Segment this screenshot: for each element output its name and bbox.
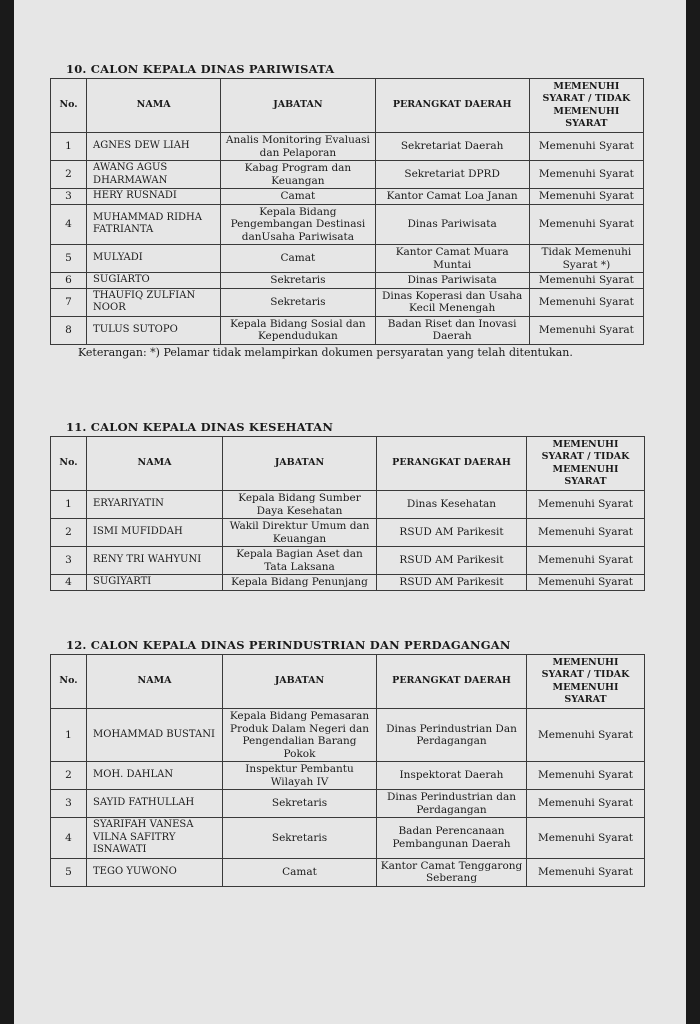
candidate-agency: Dinas Koperasi dan Usaha Kecil Menengah xyxy=(375,288,529,316)
candidate-agency: Sekretariat DPRD xyxy=(375,161,529,189)
eligibility-status: Memenuhi Syarat xyxy=(527,790,645,818)
table-row xyxy=(51,790,645,818)
candidate-agency: Kantor Camat Tenggarong Seberang xyxy=(377,858,527,886)
table-row xyxy=(51,762,645,790)
eligibility-status: Memenuhi Syarat xyxy=(527,858,645,886)
eligibility-status: Memenuhi Syarat xyxy=(527,762,645,790)
section-title: 12. CALON KEPALA DINAS PERINDUSTRIAN DAN PERDAGANGAN xyxy=(66,638,511,652)
candidate-position: Wakil Direktur Umum dan Keuangan xyxy=(223,519,377,547)
table-row xyxy=(51,288,644,316)
candidates-table xyxy=(50,654,645,887)
candidate-name: TEGO YUWONO xyxy=(87,858,223,886)
candidate-name: SUGIARTO xyxy=(87,273,221,289)
table-row xyxy=(51,273,644,289)
section-kesehatan xyxy=(50,420,644,591)
candidate-agency: Badan Perencanaan Pembangunan Daerah xyxy=(377,818,527,859)
candidate-agency: Badan Riset dan Inovasi Daerah xyxy=(375,316,529,344)
row-number: 1 xyxy=(51,133,87,161)
candidate-position: Kepala Bidang Sumber Daya Kesehatan xyxy=(223,491,377,519)
eligibility-status: Memenuhi Syarat xyxy=(527,575,645,591)
candidate-name: ERYARIYATIN xyxy=(87,491,223,519)
eligibility-status: Memenuhi Syarat xyxy=(529,273,643,289)
candidate-name: MOHAMMAD BUSTANI xyxy=(87,709,223,762)
candidate-position: Analis Monitoring Evaluasi dan Pelaporan xyxy=(221,133,375,161)
eligibility-status: Tidak Memenuhi Syarat *) xyxy=(529,245,643,273)
header-perangkat: PERANGKAT DAERAH xyxy=(377,437,527,491)
eligibility-status: Memenuhi Syarat xyxy=(529,161,643,189)
header-no: No. xyxy=(51,655,87,709)
candidate-position: Kabag Program dan Keuangan xyxy=(221,161,375,189)
table-body xyxy=(51,133,644,345)
row-number: 3 xyxy=(51,189,87,205)
table-row xyxy=(51,709,645,762)
row-number: 4 xyxy=(51,575,87,591)
row-number: 4 xyxy=(51,818,87,859)
candidate-position: Kepala Bidang Pemasaran Produk Dalam Negeri dan Pengendalian Barang Pokok xyxy=(223,709,377,762)
candidate-position: Camat xyxy=(221,245,375,273)
eligibility-status: Memenuhi Syarat xyxy=(527,709,645,762)
table-row xyxy=(51,161,644,189)
candidate-position: Sekretaris xyxy=(223,790,377,818)
candidate-agency: Dinas Perindustrian dan Perdagangan xyxy=(377,790,527,818)
header-memenuhi: MEMENUHI SYARAT / TIDAK MEMENUHI SYARAT xyxy=(529,79,643,133)
candidate-name: SYARIFAH VANESA VILNA SAFITRY ISNAWATI xyxy=(87,818,223,859)
candidate-position: Sekretaris xyxy=(223,818,377,859)
candidate-name: SUGIYARTI xyxy=(87,575,223,591)
row-number: 1 xyxy=(51,491,87,519)
row-number: 5 xyxy=(51,858,87,886)
table-row xyxy=(51,204,644,245)
candidate-name: RENY TRI WAHYUNI xyxy=(87,547,223,575)
candidate-name: THAUFIQ ZULFIAN NOOR xyxy=(87,288,221,316)
candidate-name: SAYID FATHULLAH xyxy=(87,790,223,818)
row-number: 1 xyxy=(51,709,87,762)
eligibility-status: Memenuhi Syarat xyxy=(529,133,643,161)
candidate-agency: Kantor Camat Loa Janan xyxy=(375,189,529,205)
row-number: 4 xyxy=(51,204,87,245)
candidate-position: Kepala Bidang Penunjang xyxy=(223,575,377,591)
table-body xyxy=(51,709,645,887)
row-number: 8 xyxy=(51,316,87,344)
candidate-agency: Inspektorat Daerah xyxy=(377,762,527,790)
candidate-agency: Dinas Pariwisata xyxy=(375,204,529,245)
header-no: No. xyxy=(51,79,87,133)
header-perangkat: PERANGKAT DAERAH xyxy=(377,655,527,709)
section-title: 10. CALON KEPALA DINAS PARIWISATA xyxy=(66,62,335,76)
header-perangkat: PERANGKAT DAERAH xyxy=(375,79,529,133)
header-jabatan: JABATAN xyxy=(223,437,377,491)
header-memenuhi: MEMENUHI SYARAT / TIDAK MEMENUHI SYARAT xyxy=(527,655,645,709)
table-body xyxy=(51,491,645,591)
candidate-name: AGNES DEW LIAH xyxy=(87,133,221,161)
eligibility-status: Memenuhi Syarat xyxy=(527,519,645,547)
table-row xyxy=(51,818,645,859)
candidate-position: Camat xyxy=(221,189,375,205)
candidate-name: TULUS SUTOPO xyxy=(87,316,221,344)
table-row xyxy=(51,547,645,575)
candidate-agency: Dinas Kesehatan xyxy=(377,491,527,519)
table-row xyxy=(51,316,644,344)
candidate-position: Inspektur Pembantu Wilayah IV xyxy=(223,762,377,790)
candidate-name: ISMI MUFIDDAH xyxy=(87,519,223,547)
candidate-position: Camat xyxy=(223,858,377,886)
header-jabatan: JABATAN xyxy=(221,79,375,133)
candidate-name: HERY RUSNADI xyxy=(87,189,221,205)
header-nama: NAMA xyxy=(87,79,221,133)
candidates-table xyxy=(50,78,644,345)
candidate-position: Sekretaris xyxy=(221,288,375,316)
row-number: 7 xyxy=(51,288,87,316)
eligibility-status: Memenuhi Syarat xyxy=(527,491,645,519)
row-number: 5 xyxy=(51,245,87,273)
table-row xyxy=(51,245,644,273)
eligibility-status: Memenuhi Syarat xyxy=(529,204,643,245)
table-row xyxy=(51,858,645,886)
candidate-position: Kepala Bidang Sosial dan Kependudukan xyxy=(221,316,375,344)
candidate-agency: RSUD AM Parikesit xyxy=(377,547,527,575)
eligibility-status: Memenuhi Syarat xyxy=(529,288,643,316)
section-pariwisata xyxy=(50,62,644,359)
row-number: 2 xyxy=(51,762,87,790)
header-nama: NAMA xyxy=(87,437,223,491)
candidate-name: MUHAMMAD RIDHA FATRIANTA xyxy=(87,204,221,245)
candidate-name: AWANG AGUS DHARMAWAN xyxy=(87,161,221,189)
row-number: 2 xyxy=(51,161,87,189)
table-row xyxy=(51,133,644,161)
section-title: 11. CALON KEPALA DINAS KESEHATAN xyxy=(66,420,334,434)
candidate-name: MULYADI xyxy=(87,245,221,273)
candidates-table xyxy=(50,436,645,591)
document-page xyxy=(14,0,686,1024)
candidate-agency: Dinas Pariwisata xyxy=(375,273,529,289)
table-row xyxy=(51,189,644,205)
candidate-agency: RSUD AM Parikesit xyxy=(377,575,527,591)
candidate-agency: RSUD AM Parikesit xyxy=(377,519,527,547)
section-perindustrian xyxy=(50,638,644,887)
row-number: 3 xyxy=(51,547,87,575)
candidate-agency: Kantor Camat Muara Muntai xyxy=(375,245,529,273)
header-jabatan: JABATAN xyxy=(223,655,377,709)
row-number: 6 xyxy=(51,273,87,289)
table-row xyxy=(51,491,645,519)
candidate-position: Kepala Bidang Pengembangan Destinasi danUsaha Pariwisata xyxy=(221,204,375,245)
eligibility-status: Memenuhi Syarat xyxy=(529,316,643,344)
row-number: 3 xyxy=(51,790,87,818)
table-row xyxy=(51,575,645,591)
header-nama: NAMA xyxy=(87,655,223,709)
eligibility-status: Memenuhi Syarat xyxy=(529,189,643,205)
candidate-name: MOH. DAHLAN xyxy=(87,762,223,790)
header-memenuhi: MEMENUHI SYARAT / TIDAK MEMENUHI SYARAT xyxy=(527,437,645,491)
table-row xyxy=(51,519,645,547)
candidate-position: Sekretaris xyxy=(221,273,375,289)
footnote: Keterangan: *) Pelamar tidak melampirkan dokumen persyaratan yang telah ditentukan. xyxy=(78,345,573,359)
eligibility-status: Memenuhi Syarat xyxy=(527,818,645,859)
candidate-position: Kepala Bagian Aset dan Tata Laksana xyxy=(223,547,377,575)
eligibility-status: Memenuhi Syarat xyxy=(527,547,645,575)
candidate-agency: Sekretariat Daerah xyxy=(375,133,529,161)
header-no: No. xyxy=(51,437,87,491)
candidate-agency: Dinas Perindustrian Dan Perdagangan xyxy=(377,709,527,762)
row-number: 2 xyxy=(51,519,87,547)
